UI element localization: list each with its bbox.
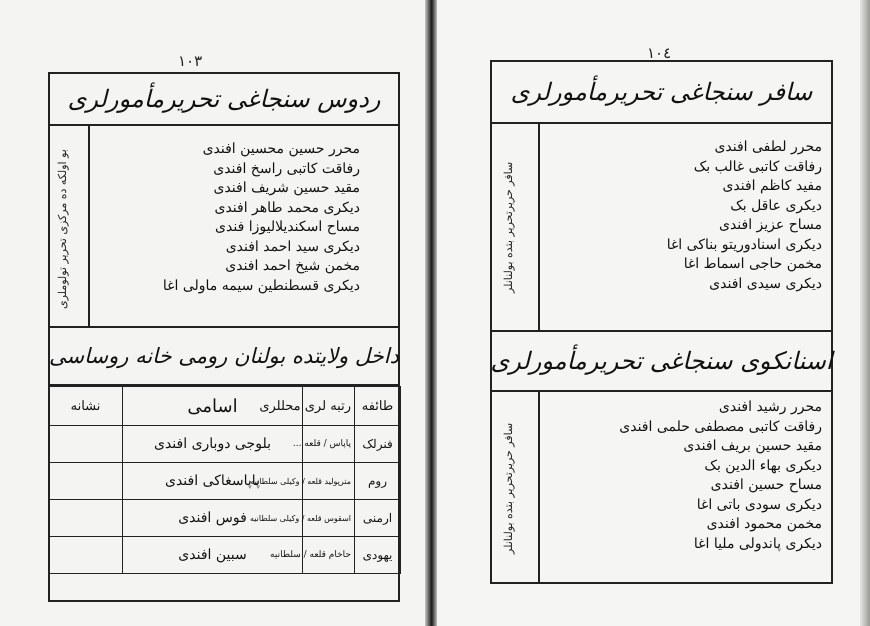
list-item: مقید حسین بریف افندی [683, 438, 822, 454]
list-item: دیکری پاندولی ملیا اغا [693, 535, 822, 552]
table-cell: روم [355, 463, 401, 500]
table-cell: ارمنی [355, 500, 401, 537]
left-header-title: ردوس سنجاغی تحریرمأمورلری [50, 74, 398, 126]
list-item: دیکری بهاء الدین بک [704, 457, 822, 474]
table-cell [49, 426, 123, 463]
table-cell: فنرلک [355, 426, 401, 463]
table-cell: سبین افندی [123, 537, 303, 574]
right-header-title-2: اسنانکوی سنجاغی تحریرمأمورلری [492, 330, 831, 392]
left-side-note: بو اولکه ده مرکزی تحریر تولوملری [56, 149, 69, 309]
list-item: مخمن حاجی اسماط اغا [683, 256, 822, 272]
table-header: رتبه لری محللری [303, 387, 355, 426]
left-page [0, 0, 425, 626]
list-item: رفاقت کاتبی غالب بک [693, 158, 822, 175]
list-item: دیکری اسنادوریتو بناکی اغا [666, 236, 822, 253]
table-cell [49, 537, 123, 574]
right-side-note-1: سافر حریرتحریر بتده بولنانلر [502, 161, 515, 293]
table-cell: فوس افندی [123, 500, 303, 537]
list-item: مخمن محمود افندی [706, 516, 822, 532]
list-item: مقید حسین شریف افندی [213, 180, 360, 196]
right-names-list-1 [572, 138, 822, 294]
left-table [48, 386, 401, 574]
list-item: دیکری قسطنطین سیمه ماولی اغا [162, 277, 360, 294]
right-side-note-2: سافر حریرتحریر بتده بولنانلر [502, 422, 515, 554]
right-page-number: ١٠٤ [647, 44, 672, 62]
left-section-title: داخل ولایتده بولنان رومی خانه روساسی [50, 326, 398, 386]
list-item: دیکری سیدی افندی [709, 275, 822, 292]
table-header: طائفه [355, 387, 401, 426]
right-page-frame [490, 60, 833, 584]
list-item: رفاقت کاتبی مصطفی حلمی افندی [619, 418, 822, 435]
book-gutter [425, 0, 437, 626]
table-cell: حاخام قلعه / سلطانیه [303, 537, 355, 574]
list-item: مساح عزیز افندی [718, 217, 822, 233]
table-header-row [49, 387, 401, 426]
table-cell: پاپاس / قلعه ... [303, 426, 355, 463]
list-item: دیکری عاقل بک [730, 197, 822, 214]
table-cell: بلوجی دوباری افندی [123, 426, 303, 463]
list-item: مساح اسکندیلالیوزا فندی [215, 219, 360, 235]
table-row [49, 426, 401, 463]
table-cell: مترپولید قلعه / وکیلی سلطانیه [303, 463, 355, 500]
right-page [437, 0, 860, 626]
list-item: دیکری محمد طاهر افندی [214, 199, 360, 216]
list-item: محرر رشید افندی [718, 399, 822, 415]
right-vertical-divider-1 [538, 124, 540, 330]
left-page-frame [48, 72, 400, 602]
right-names-list-2 [572, 398, 822, 554]
table-cell [49, 463, 123, 500]
list-item: محرر حسین محسین افندی [202, 141, 360, 157]
right-header-title-1: سافر سنجاغی تحریرمأمورلری [492, 62, 831, 124]
list-item: مفید کاظم افندی [722, 178, 822, 194]
left-page-number: ١٠٣ [178, 52, 203, 70]
list-item: مخمن شیخ احمد افندی [225, 258, 360, 274]
table-cell: پاپاسغاکی افندی [123, 463, 303, 500]
table-row [49, 500, 401, 537]
table-row [49, 463, 401, 500]
left-vertical-divider [88, 126, 90, 326]
list-item: مساح حسین افندی [710, 477, 822, 493]
table-cell: یهودی [355, 537, 401, 574]
list-item: محرر لطفی افندی [714, 139, 822, 155]
list-item: دیکری سید احمد افندی [225, 238, 360, 255]
left-names-list [110, 140, 360, 296]
table-header: نشانه [49, 387, 123, 426]
table-cell [49, 500, 123, 537]
table-header: اسامی [123, 387, 303, 426]
list-item: رفاقت کاتبی راسخ افندی [213, 160, 360, 177]
table-cell: اسقوس قلعه / وکیلی سلطانیه [303, 500, 355, 537]
right-vertical-divider-2 [538, 392, 540, 582]
table-row [49, 537, 401, 574]
page-edge [860, 0, 870, 626]
list-item: دیکری سودی باتی اغا [696, 496, 822, 513]
